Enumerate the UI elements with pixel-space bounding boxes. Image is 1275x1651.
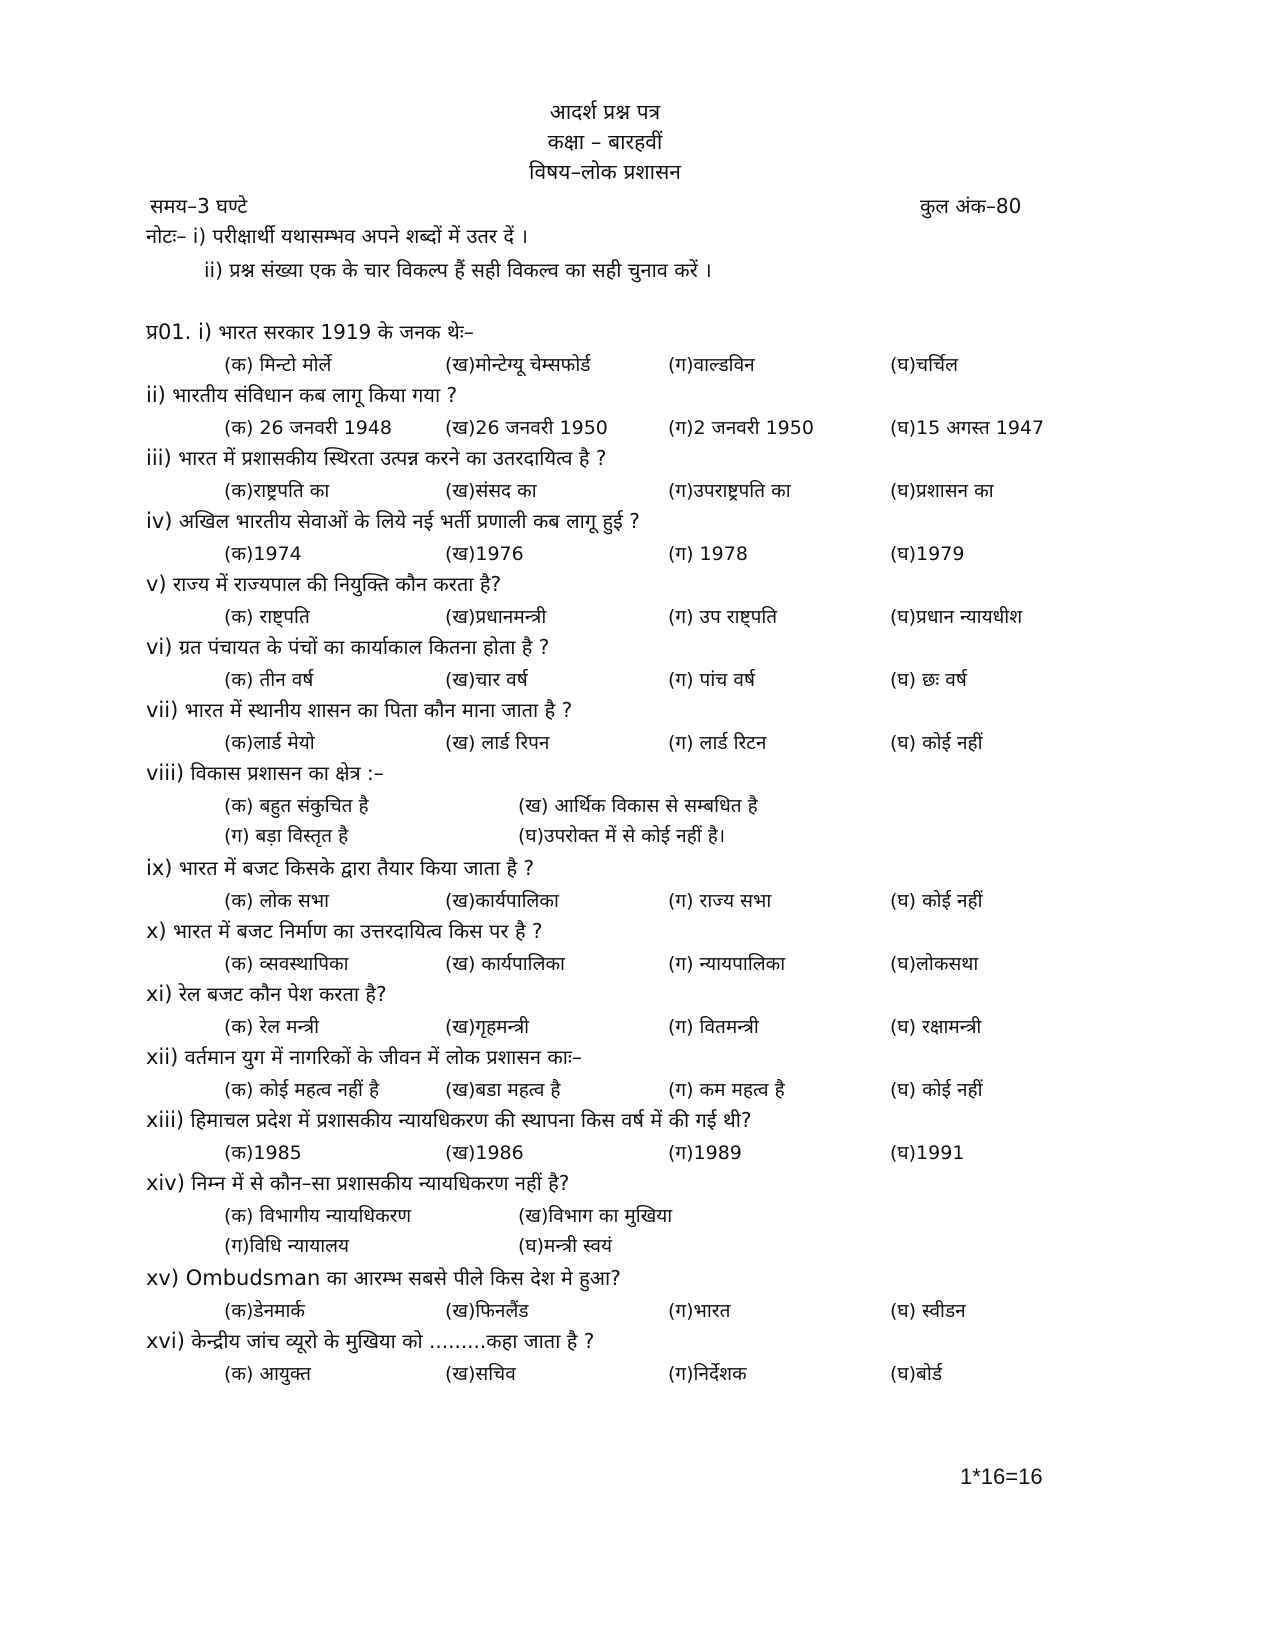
answer-option: (ख)मोन्टेग्यू चेम्सफोर्ड xyxy=(445,354,591,376)
answer-option: (ग) बड़ा विस्तृत है xyxy=(224,825,349,847)
answer-option: (क) विभागीय न्यायधिकरण xyxy=(224,1205,412,1227)
question-item xyxy=(0,980,1275,1043)
question-text xyxy=(146,507,640,534)
answer-option: (ग)निर्देशक xyxy=(668,1363,747,1385)
question-text xyxy=(146,381,457,408)
question-item xyxy=(0,759,1275,854)
question-item xyxy=(0,633,1275,696)
answer-option: (क) व्सवस्थापिका xyxy=(224,953,349,975)
question-text xyxy=(146,759,384,786)
answer-option: (घ) स्वीडन xyxy=(890,1300,966,1322)
question-number: xiii) xyxy=(146,1108,185,1132)
question-list xyxy=(0,318,1275,1390)
question-item xyxy=(0,570,1275,633)
answer-option: (ख)26 जनवरी 1950 xyxy=(445,417,608,439)
question-item xyxy=(0,854,1275,917)
answer-option: (ख)1986 xyxy=(445,1142,524,1164)
answer-option: (घ) छः वर्ष xyxy=(890,669,967,691)
question-item xyxy=(0,1043,1275,1106)
note-1-number: i) xyxy=(192,224,207,248)
answer-option: (ग) 1978 xyxy=(668,543,748,565)
answer-option: (ख)कार्यपालिका xyxy=(445,890,559,912)
question-stem: भारत सरकार 1919 के जनक थेः– xyxy=(218,320,474,344)
question-item xyxy=(0,1106,1275,1169)
question-item xyxy=(0,444,1275,507)
note-1 xyxy=(146,222,528,249)
answer-option: (घ) कोई नहीं xyxy=(890,1079,983,1101)
answer-option: (ख)गृहमन्त्री xyxy=(445,1016,530,1038)
answer-option: (ग) न्यायपालिका xyxy=(668,953,786,975)
answer-option: (घ)उपरोक्त में से कोई नहीं है। xyxy=(518,825,726,847)
paper-title: आदर्श प्रश्न पत्र xyxy=(549,100,661,124)
question-text xyxy=(146,696,572,723)
answer-option: (क) कोई महत्व नहीं है xyxy=(224,1079,380,1101)
question-stem: ग्रत पंचायत के पंचों का कार्याकाल कितना होता है ? xyxy=(178,635,550,659)
question-number: v) xyxy=(146,572,167,596)
question-text xyxy=(146,444,606,471)
answer-option: (ग)वाल्डविन xyxy=(668,354,755,376)
answer-option: (ख)फिनलैंड xyxy=(445,1300,529,1322)
answer-option: (क) रेल मन्त्री xyxy=(224,1016,320,1038)
question-number: xv) Ombudsman xyxy=(146,1266,321,1290)
question-text xyxy=(146,854,534,881)
question-item xyxy=(0,1327,1275,1390)
question-text xyxy=(146,1106,752,1133)
answer-option: (क) लोक सभा xyxy=(224,890,330,912)
question-stem: विकास प्रशासन का क्षेत्र :– xyxy=(190,761,384,785)
answer-option: (घ)1979 xyxy=(890,543,965,565)
question-stem: भारत में प्रशासकीय स्थिरता उत्पन्न करने का उतरदायित्व है ? xyxy=(178,446,607,470)
answer-option: (ख)बडा महत्व है xyxy=(445,1079,561,1101)
answer-option: (ख) आर्थिक विकास से सम्बधित है xyxy=(518,795,758,817)
answer-option: (ग) कम महत्व है xyxy=(668,1079,785,1101)
question-text xyxy=(146,1264,621,1291)
question-text xyxy=(146,318,474,346)
time-allowed: समय–3 घण्टे xyxy=(150,194,248,218)
question-number: vi) xyxy=(146,635,173,659)
question-number: xii) xyxy=(146,1045,179,1069)
note-2-number: ii) xyxy=(204,258,223,282)
answer-option: (ग)2 जनवरी 1950 xyxy=(668,417,814,439)
question-number: iii) xyxy=(146,446,172,470)
question-stem: भारत में स्थानीय शासन का पिता कौन माना जाता है ? xyxy=(184,698,573,722)
question-item xyxy=(0,917,1275,980)
answer-option: (ख)विभाग का मुखिया xyxy=(518,1205,673,1227)
question-number: xvi) xyxy=(146,1329,185,1353)
question-number: xiv) xyxy=(146,1171,185,1195)
question-number: vii) xyxy=(146,698,179,722)
question-number: x) xyxy=(146,919,167,943)
answer-option: (ग) राज्य सभा xyxy=(668,890,772,912)
answer-option: (ख) लार्ड रिपन xyxy=(445,732,550,754)
question-stem: भारत में बजट किसके द्वारा तैयार किया जाता है ? xyxy=(178,856,535,880)
answer-option: (क)लार्ड मेयो xyxy=(224,732,315,754)
answer-option: (घ)मन्त्री स्वयं xyxy=(518,1235,613,1257)
answer-option: (ग)उपराष्ट्रपति का xyxy=(668,480,791,502)
question-text xyxy=(146,980,387,1007)
answer-option: (ग)विधि न्यायालय xyxy=(224,1235,350,1257)
question-stem: का आरम्भ सबसे पीले किस देश मे हुआ? xyxy=(326,1266,621,1290)
question-number: ii) xyxy=(146,383,166,407)
answer-option: (क)1974 xyxy=(224,543,302,565)
question-text xyxy=(146,917,543,944)
answer-option: (ग) वितमन्त्री xyxy=(668,1016,759,1038)
subject-title: विषय–लोक प्रशासन xyxy=(529,160,681,184)
answer-option: (ग)भारत xyxy=(668,1300,731,1322)
total-marks: कुल अंक–80 xyxy=(920,194,1022,218)
answer-option: (ख)संसद का xyxy=(445,480,537,502)
note-2 xyxy=(204,256,712,283)
answer-option: (घ)प्रशासन का xyxy=(890,480,994,502)
answer-option: (ग) लार्ड रिटन xyxy=(668,732,767,754)
question-item xyxy=(0,1169,1275,1264)
answer-option: (क) आयुक्त xyxy=(224,1363,311,1385)
answer-option: (क) बहुत संकुचित है xyxy=(224,795,369,817)
question-stem: हिमाचल प्रदेश में प्रशासकीय न्यायधिकरण की स्थापना किस वर्ष में की गई थी? xyxy=(190,1108,752,1132)
answer-option: (घ) रक्षामन्त्री xyxy=(890,1016,982,1038)
answer-option: (घ)लोकसथा xyxy=(890,953,979,975)
answer-option: (ग) उप राष्ट्पति xyxy=(668,606,778,628)
answer-option: (घ) कोई नहीं xyxy=(890,732,983,754)
answer-option: (क)1985 xyxy=(224,1142,302,1164)
question-text xyxy=(146,633,549,660)
question-stem: केन्द्रीय जांच व्यूरो के मुखिया को .........कहा जाता है ? xyxy=(191,1329,595,1353)
answer-option: (क)राष्ट्रपति का xyxy=(224,480,330,502)
answer-option: (ख) कार्यपालिका xyxy=(445,953,565,975)
answer-option: (ख)1976 xyxy=(445,543,524,565)
class-title: कक्षा – बारहवीं xyxy=(547,130,663,154)
answer-option: (घ)प्रधान न्यायधीश xyxy=(890,606,1023,628)
answer-option: (घ)चर्चिल xyxy=(890,354,958,376)
answer-option: (क) राष्ट्पति xyxy=(224,606,310,628)
question-item xyxy=(0,696,1275,759)
question-stem: राज्य में राज्यपाल की नियुक्ति कौन करता है? xyxy=(172,572,502,596)
question-item xyxy=(0,381,1275,444)
question-text xyxy=(146,570,501,597)
question-stem: अखिल भारतीय सेवाओं के लिये नई भर्ती प्रणाली कब लागू हुई ? xyxy=(178,509,640,533)
answer-option: (घ)1991 xyxy=(890,1142,965,1164)
question-item xyxy=(0,507,1275,570)
question-number: प्र01. i) xyxy=(146,320,213,344)
question-number: iv) xyxy=(146,509,173,533)
answer-option: (क) तीन वर्ष xyxy=(224,669,314,691)
answer-option: (क) मिन्टो मोर्ले xyxy=(224,354,332,376)
answer-option: (क) 26 जनवरी 1948 xyxy=(224,417,392,439)
question-text xyxy=(146,1169,569,1196)
question-number: ix) xyxy=(146,856,173,880)
question-item xyxy=(0,1264,1275,1327)
question-text xyxy=(146,1043,582,1070)
marks-summary: 1*16=16 xyxy=(960,1464,1043,1489)
note-label: नोटः– xyxy=(146,224,187,248)
answer-option: (घ)15 अगस्त 1947 xyxy=(890,417,1045,439)
note-2-text: प्रश्न संख्या एक के चार विकल्प हैं सही विकल्व का सही चुनाव करें । xyxy=(229,258,712,282)
question-item xyxy=(0,318,1275,381)
question-stem: भारत में बजट निर्माण का उत्तरदायित्व किस पर है ? xyxy=(172,919,543,943)
question-stem: वर्तमान युग में नागरिकों के जीवन में लोक प्रशासन काः– xyxy=(184,1045,582,1069)
question-stem: रेल बजट कौन पेश करता है? xyxy=(178,982,387,1006)
answer-option: (ख)चार वर्ष xyxy=(445,669,528,691)
question-text xyxy=(146,1327,594,1354)
answer-option: (घ) कोई नहीं xyxy=(890,890,983,912)
answer-option: (ग) पांच वर्ष xyxy=(668,669,755,691)
answer-option: (ख)प्रधानमन्त्री xyxy=(445,606,547,628)
question-stem: निम्न में से कौन–सा प्रशासकीय न्यायधिकरण नहीं है? xyxy=(191,1171,570,1195)
answer-option: (ख)सचिव xyxy=(445,1363,516,1385)
note-1-text: परीक्षार्थी यथासम्भव अपने शब्दों में उतर दें । xyxy=(212,224,528,248)
answer-option: (ग)1989 xyxy=(668,1142,742,1164)
answer-option: (क)डेनमार्क xyxy=(224,1300,306,1322)
answer-option: (घ)बोर्ड xyxy=(890,1363,942,1385)
question-stem: भारतीय संविधान कब लागू किया गया ? xyxy=(172,383,458,407)
question-number: xi) xyxy=(146,982,173,1006)
question-number: viii) xyxy=(146,761,185,785)
